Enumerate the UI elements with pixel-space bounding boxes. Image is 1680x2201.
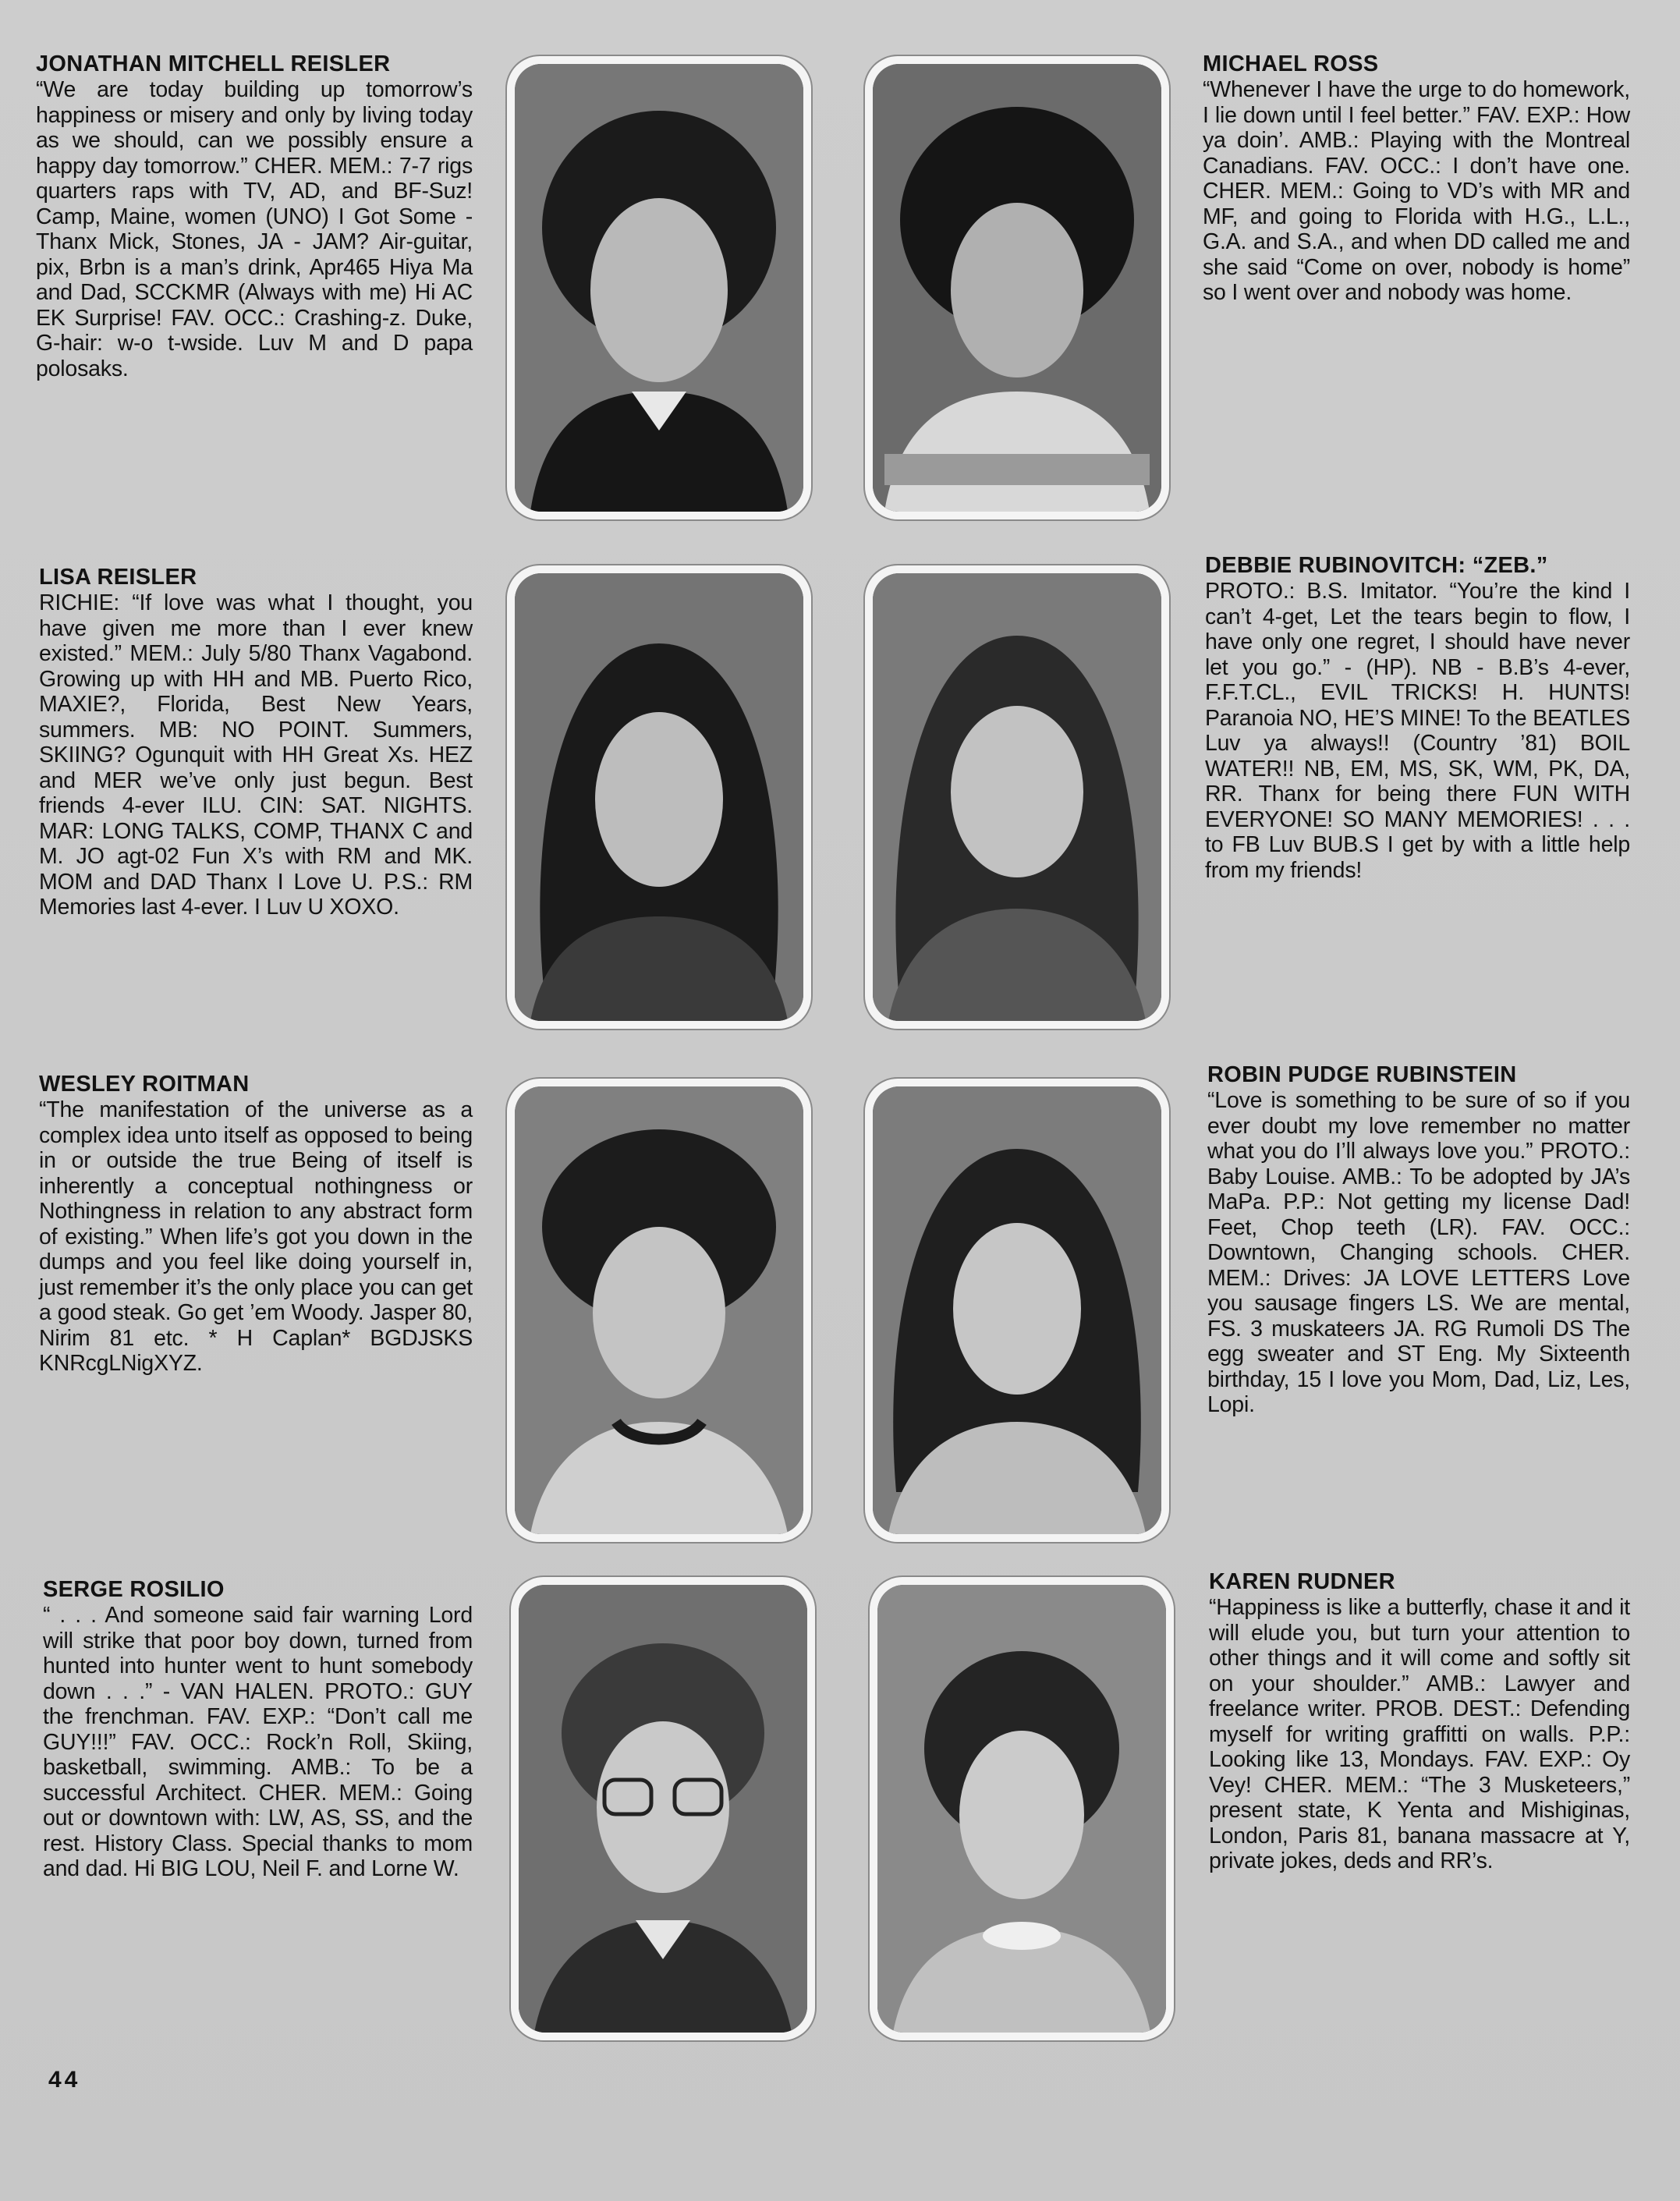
student-bio: PROTO.: B.S. Imitator. “You’re the kind I can’t 4-get, Let the tears begin to flow, I have only one regret, I should have never let you go.” - (HP). NB - B.B’s 4-ever, F.F.T.CL., EVIL TRICKS! H. HUNTS! Paranoia NO, HE’S MINE! To the BEATLES Luv ya always!! (Country ’81) BOIL WATER!! NB, EM, MS, SK, WM, PK, DA, RR. Thanx for being there FUN WITH EVERYONE! SO MANY MEMORIES! . . . to FB Luv BUB.S I get by with a little help from my friends! [1205, 579, 1630, 883]
student-photo-frame [865, 1079, 1169, 1542]
student-bio: “Love is something to be sure of so if you ever doubt my love remember no matter what you do I’ll always love you.” PROTO.: Baby Louise. AMB.: To be adopted by JA’s MaPa. P.P.: Not getting my license Dad! Feet, Chop teeth (LR). FAV. OCC.: Downtown, Changing schools. CHER. MEM.: Drives: JA LOVE LETTERS Love you sausage fingers LS. We are mental, FS. 3 muskateers JA. RG Rumoli DS The egg sweater and ST Eng. My Sixteenth birthday, 15 I love you Mom, Dad, Liz, Les, Lopi. [1207, 1088, 1630, 1417]
student-name: SERGE ROSILIO [43, 1577, 225, 1602]
student-photo [515, 1086, 803, 1534]
student-entry-ross-michael [1203, 51, 1630, 306]
student-bio: RICHIE: “If love was what I thought, you have given me more than I ever knew existed.” MEM.: July 5/80 Thanx Vagabond. Growing up with HH and MB. Puerto Rico, MAXIE?, Florida, Best New Years, summers. MB: NO POINT. Summers, SKIING? Ogunquit with HH Great Xs. HEZ and MER we’ve only just begun. Best friends 4-ever ILU. CIN: SAT. NIGHTS. MAR: LONG TALKS, COMP, THANX C and M. JO agt-02 Fun X’s with RM and MK. MOM and DAD Thanx I Love U. P.S.: RM Memories last 4-ever. I Luv U XOXO. [39, 590, 473, 920]
student-photo [515, 573, 803, 1021]
student-photo [515, 64, 803, 512]
student-photo-frame [507, 56, 811, 519]
student-entry-roitman-wesley [39, 1072, 473, 1377]
student-photo [873, 573, 1161, 1021]
student-entry-rudner-karen [1209, 1569, 1630, 1874]
student-name: ROBIN PUDGE RUBINSTEIN [1207, 1062, 1517, 1087]
student-name: LISA REISLER [39, 565, 197, 590]
student-name: JONATHAN MITCHELL REISLER [36, 51, 391, 76]
student-photo-frame [865, 565, 1169, 1029]
student-bio: “We are today building up tomorrow’s happiness or misery and only by living today as we should, can we possibly ensure a happy day tomorrow.” CHER. MEM.: 7-7 rigs quarters raps with TV, AD, and BF-Suz! Camp, Maine, women (UNO) I Got Some - Thanx Mick, Stones, JA - JAM? Air-guitar, pix, Brbn is a man’s drink, Apr465 Hiya Ma and Dad, SCCKMR (Always with me) Hi AC EK Surprise! FAV. OCC.: Crashing-z. Duke, G-hair: w-o t-wside. Luv M and D papa polosaks. [36, 77, 473, 381]
student-photo-frame [507, 565, 811, 1029]
student-photo-frame [865, 56, 1169, 519]
student-name: WESLEY ROITMAN [39, 1072, 250, 1097]
student-bio: “The manifestation of the universe as a complex idea unto itself as opposed to being in or outside the true Being of itself is inherently a conceptual nothingness or Nothingness in relation to any abstract form of existing.” When life’s got you down in the dumps and you feel like doing yourself in, just remember it’s the only place you can get a good steak. Go get ’em Woody. Jasper 80, Nirim 81 etc. * H Caplan* BGDJSKS KNRcgLNigXYZ. [39, 1097, 473, 1376]
student-entry-reisler-lisa [39, 565, 473, 920]
student-bio: “Whenever I have the urge to do homework, I lie down until I feel better.” FAV. EXP.: How ya doin’. AMB.: Playing with the Montreal Canadians. FAV. OCC.: I don’t have one. CHER. MEM.: Going to VD’s with MR and MF, and going to Florida with H.G., L.L., G.A. and S.A., and when DD called me and she said “Come on over, nobody is home” so I went over and nobody was home. [1203, 77, 1630, 305]
student-photo-frame [511, 1577, 815, 2040]
student-entry-rubinovitch-debbie [1205, 553, 1630, 883]
student-photo [873, 64, 1161, 512]
student-photo [873, 1086, 1161, 1534]
student-name: DEBBIE RUBINOVITCH: “ZEB.” [1205, 553, 1548, 578]
student-bio: “ . . . And someone said fair warning Lord will strike that poor boy down, turned from hunted into hunter went to hunt somebody down . . .” - VAN HALEN. PROTO.: GUY the frenchman. FAV. EXP.: “Don’t call me GUY!!!” FAV. OCC.: Rock’n Roll, Skiing, basketball, swimming. AMB.: To be a successful Architect. CHER. MEM.: Going out or downtown with: LW, AS, SS, and the rest. History Class. Special thanks to mom and dad. Hi BIG LOU, Neil F. and Lorne W. [43, 1603, 473, 1881]
student-photo-frame [870, 1577, 1174, 2040]
student-entry-rubinstein-robin [1207, 1062, 1630, 1418]
student-photo [519, 1585, 807, 2033]
student-name: MICHAEL ROSS [1203, 51, 1379, 76]
student-name: KAREN RUDNER [1209, 1569, 1395, 1594]
student-entry-reisler-jonathan [36, 51, 473, 381]
student-entry-rosilio-serge [43, 1577, 473, 1882]
page-number: 44 [48, 2067, 81, 2093]
student-photo [877, 1585, 1166, 2033]
student-bio: “Happiness is like a butterfly, chase it and it will elude you, but turn your attention to other things and it will come and softly sit on your shoulder.” AMB.: Lawyer and freelance writer. PROB. DEST.: Defending myself for writing graffitti on walls. P.P.: Looking like 13, Mondays. FAV. EXP.: Oy Vey! CHER. MEM.: “The 3 Musketeers,” present state, K Yenta and Mishiginas, London, Paris 81, banana massacre at Y, private jokes, deds and RR’s. [1209, 1595, 1630, 1873]
student-photo-frame [507, 1079, 811, 1542]
